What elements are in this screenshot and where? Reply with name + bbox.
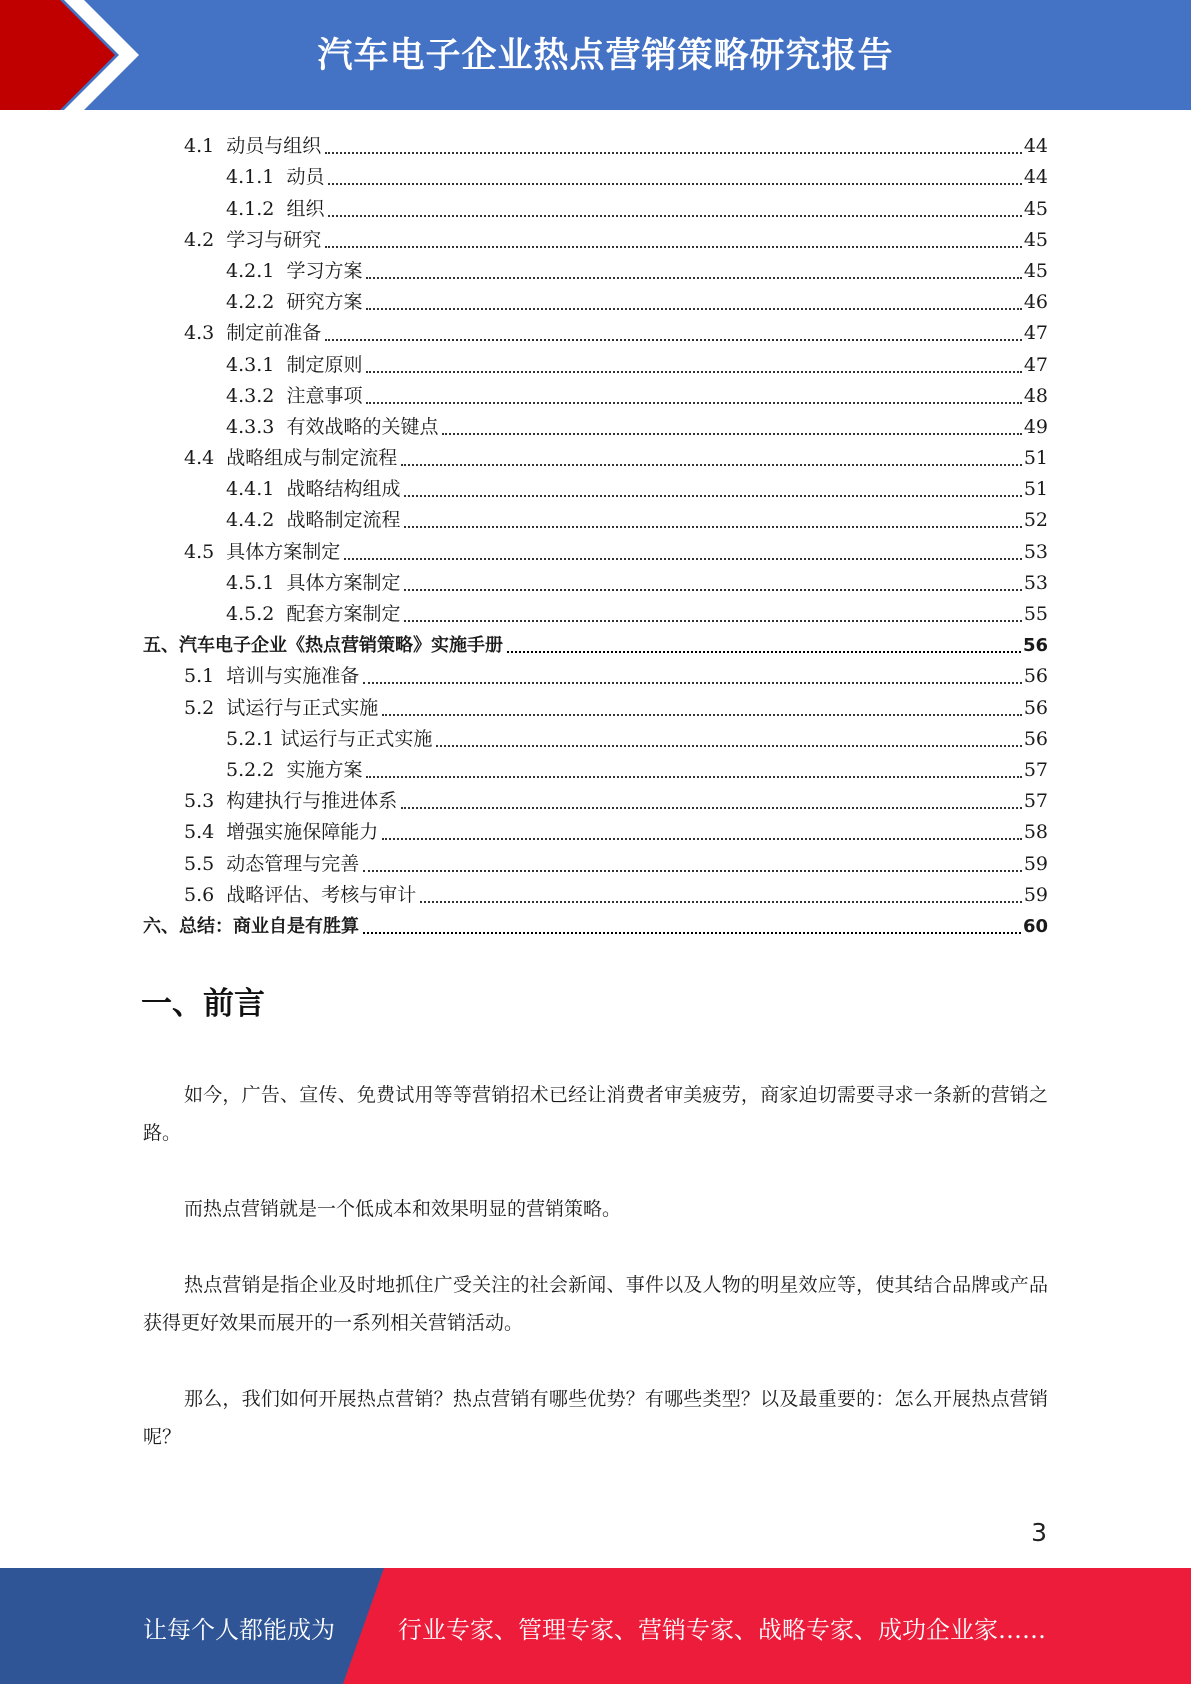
toc-entry-page: 59 <box>1023 852 1048 875</box>
toc-entry-page: 53 <box>1023 571 1048 594</box>
toc-dot-leader <box>420 900 1022 903</box>
toc-entry-page: 56 <box>1023 665 1048 688</box>
toc-dot-leader <box>366 401 1021 404</box>
toc-entry-number: 5.5 <box>184 852 227 875</box>
toc-entry-title: 战略结构组成 <box>286 478 401 501</box>
report-title: 汽车电子企业热点营销策略研究报告 <box>317 36 894 76</box>
table-of-contents <box>143 128 1048 939</box>
toc-entry[interactable] <box>143 814 1048 845</box>
toc-entry-title: 制定原则 <box>286 353 363 376</box>
toc-entry-page: 56 <box>1023 696 1048 719</box>
toc-entry-title: 组织 <box>286 197 325 220</box>
toc-dot-leader <box>325 338 1022 341</box>
toc-entry-number: 5.6 <box>184 883 227 906</box>
toc-entry-title: 配套方案制定 <box>286 603 401 625</box>
toc-entry-page: 53 <box>1023 540 1048 563</box>
toc-entry-page: 47 <box>1023 353 1048 376</box>
toc-entry-number: 4.2.1 <box>226 259 287 282</box>
toc-dot-leader <box>442 432 1021 435</box>
toc-entry-page: 56 <box>1023 727 1048 750</box>
toc-dot-leader <box>401 806 1022 809</box>
toc-dot-leader <box>363 681 1022 684</box>
toc-entry-number: 4.2 <box>184 228 227 251</box>
toc-entry[interactable] <box>143 128 1048 159</box>
toc-entry-page: 46 <box>1023 291 1048 314</box>
toc-entry-page: 56 <box>1022 635 1048 657</box>
toc-entry-title: 增强实施保障能力 <box>226 821 379 844</box>
toc-entry-page: 57 <box>1023 790 1048 813</box>
toc-entry[interactable] <box>143 159 1048 190</box>
toc-entry-number: 5.2.2 <box>226 758 287 781</box>
footer-banner <box>0 1568 1191 1684</box>
toc-entry-title: 研究方案 <box>286 291 363 314</box>
paragraph: 如今，广告、宣传、免费试用等等营销招术已经让消费者审美疲劳，商家迫切需要寻求一条新的营销之路。 <box>143 1084 1048 1144</box>
toc-entry-page: 45 <box>1023 228 1048 251</box>
toc-entry-page: 60 <box>1022 915 1048 937</box>
toc-entry-number: 4.5 <box>184 540 227 563</box>
toc-entry-page: 44 <box>1023 135 1048 158</box>
toc-entry-title: 培训与实施准备 <box>226 665 360 688</box>
toc-dot-leader <box>328 214 1021 217</box>
toc-dot-leader <box>363 931 1021 934</box>
toc-dot-leader <box>328 182 1021 185</box>
toc-entry-number: 5.4 <box>184 821 227 844</box>
toc-entry[interactable] <box>143 565 1048 596</box>
toc-entry[interactable] <box>143 877 1048 908</box>
toc-entry-title: 具体方案制定 <box>286 571 401 594</box>
toc-entry-page: 48 <box>1023 384 1048 407</box>
toc-dot-leader <box>366 775 1021 778</box>
toc-entry[interactable] <box>143 190 1048 221</box>
toc-entry-page: 49 <box>1023 415 1048 438</box>
toc-dot-leader <box>507 650 1021 653</box>
toc-entry-page: 52 <box>1023 509 1048 532</box>
toc-dot-leader <box>366 370 1021 373</box>
toc-entry-title: 战略组成与制定流程 <box>226 447 398 470</box>
toc-entry-number: 4.1.1 <box>226 166 287 189</box>
toc-entry-title: 动态管理与完善 <box>226 852 360 875</box>
toc-entry[interactable] <box>143 596 1048 627</box>
toc-entry-title: 具体方案制定 <box>226 540 341 563</box>
toc-entry-title: 学习方案 <box>286 259 363 282</box>
toc-entry-number: 4.5.1 <box>226 571 287 594</box>
toc-entry-title: 试运行与正式实施 <box>280 727 433 750</box>
toc-entry[interactable] <box>143 845 1048 876</box>
toc-entry-number: 4.4.1 <box>226 478 287 501</box>
toc-entry-title: 制定前准备 <box>226 322 322 345</box>
toc-entry-number: 4.4.2 <box>226 509 287 532</box>
toc-entry[interactable] <box>143 658 1048 689</box>
toc-entry-number: 4.3.1 <box>226 353 287 376</box>
toc-entry-number: 4.5.2 <box>226 603 287 625</box>
footer-slogan-left: 让每个人都能成为 <box>143 1616 335 1644</box>
toc-dot-leader <box>325 245 1022 248</box>
toc-dot-leader <box>344 557 1022 560</box>
toc-entry[interactable] <box>143 908 1048 939</box>
toc-entry-title: 学习与研究 <box>226 228 322 251</box>
toc-entry-page: 58 <box>1023 821 1048 844</box>
toc-dot-leader <box>366 276 1021 279</box>
toc-entry[interactable] <box>143 284 1048 315</box>
paragraph: 那么，我们如何开展热点营销？热点营销有哪些优势？有哪些类型？以及最重要的：怎么开展热点营销呢？ <box>143 1388 1048 1448</box>
toc-dot-leader <box>436 744 1021 747</box>
toc-entry[interactable] <box>143 627 1048 658</box>
toc-entry-number: 4.1.2 <box>226 197 287 220</box>
paragraph: 热点营销是指企业及时地抓住广受关注的社会新闻、事件以及人物的明星效应等，使其结合品牌或产品获得更好效果而展开的一系列相关营销活动。 <box>143 1274 1048 1334</box>
toc-entry[interactable] <box>143 471 1048 502</box>
toc-dot-leader <box>366 307 1021 310</box>
toc-entry-number: 5.2 <box>184 696 227 719</box>
toc-entry-page: 47 <box>1023 322 1048 345</box>
toc-entry-number: 4.3.2 <box>226 384 287 407</box>
toc-entry-page: 45 <box>1023 197 1048 220</box>
toc-entry-page: 57 <box>1023 758 1048 781</box>
page-number: 3 <box>1031 1518 1047 1547</box>
toc-dot-leader <box>404 588 1021 591</box>
toc-entry-title: 动员与组织 <box>226 135 322 158</box>
toc-entry-page: 55 <box>1023 603 1048 625</box>
toc-entry[interactable] <box>143 689 1048 720</box>
toc-dot-leader <box>404 619 1021 622</box>
toc-entry-number: 4.2.2 <box>226 291 287 314</box>
toc-entry[interactable] <box>143 253 1048 284</box>
toc-entry[interactable] <box>143 409 1048 440</box>
section-heading: 一、前言 <box>141 986 265 1022</box>
toc-entry-title: 构建执行与推进体系 <box>226 790 398 813</box>
toc-entry-number: 5.3 <box>184 790 227 813</box>
toc-entry[interactable] <box>143 752 1048 783</box>
paragraph: 而热点营销就是一个低成本和效果明显的营销策略。 <box>184 1198 622 1220</box>
toc-entry[interactable] <box>143 721 1048 752</box>
toc-dot-leader <box>401 463 1022 466</box>
toc-entry[interactable] <box>143 533 1048 564</box>
toc-entry[interactable] <box>143 222 1048 253</box>
toc-dot-leader <box>404 525 1021 528</box>
toc-entry-title: 六、总结：商业自是有胜算 <box>143 915 359 937</box>
toc-entry-number: 4.3 <box>184 322 227 345</box>
header-banner <box>0 0 1191 110</box>
toc-entry-number: 4.1 <box>184 135 227 158</box>
toc-entry-title: 战略评估、考核与审计 <box>226 883 417 906</box>
toc-dot-leader <box>404 494 1021 497</box>
footer-slogan-right: 行业专家、管理专家、营销专家、战略专家、成功企业家…… <box>398 1616 1046 1644</box>
toc-entry[interactable] <box>143 378 1048 409</box>
toc-entry-number: 5.1 <box>184 665 227 688</box>
toc-entry-page: 44 <box>1023 166 1048 189</box>
toc-dot-leader <box>382 713 1022 716</box>
toc-entry-title: 实施方案 <box>286 758 363 781</box>
toc-entry-title: 有效战略的关键点 <box>286 415 439 438</box>
toc-entry-title: 五、汽车电子企业《热点营销策略》实施手册 <box>143 635 503 657</box>
toc-dot-leader <box>325 151 1022 154</box>
toc-entry-title: 注意事项 <box>286 384 363 407</box>
toc-dot-leader <box>363 869 1022 872</box>
toc-entry-title: 动员 <box>286 166 325 189</box>
toc-entry[interactable] <box>143 502 1048 533</box>
toc-entry-title: 战略制定流程 <box>286 509 401 532</box>
toc-entry-number: 4.4 <box>184 447 227 470</box>
toc-entry[interactable] <box>143 315 1048 346</box>
toc-entry-page: 51 <box>1023 447 1048 470</box>
toc-entry[interactable] <box>143 440 1048 471</box>
toc-entry-number: 5.2.1 <box>226 727 281 750</box>
toc-entry[interactable] <box>143 346 1048 377</box>
toc-entry-number: 4.3.3 <box>226 415 287 438</box>
toc-entry-page: 45 <box>1023 259 1048 282</box>
toc-entry[interactable] <box>143 783 1048 814</box>
toc-dot-leader <box>382 837 1022 840</box>
toc-entry-title: 试运行与正式实施 <box>226 696 379 719</box>
toc-entry-page: 59 <box>1023 883 1048 906</box>
toc-entry-page: 51 <box>1023 478 1048 501</box>
